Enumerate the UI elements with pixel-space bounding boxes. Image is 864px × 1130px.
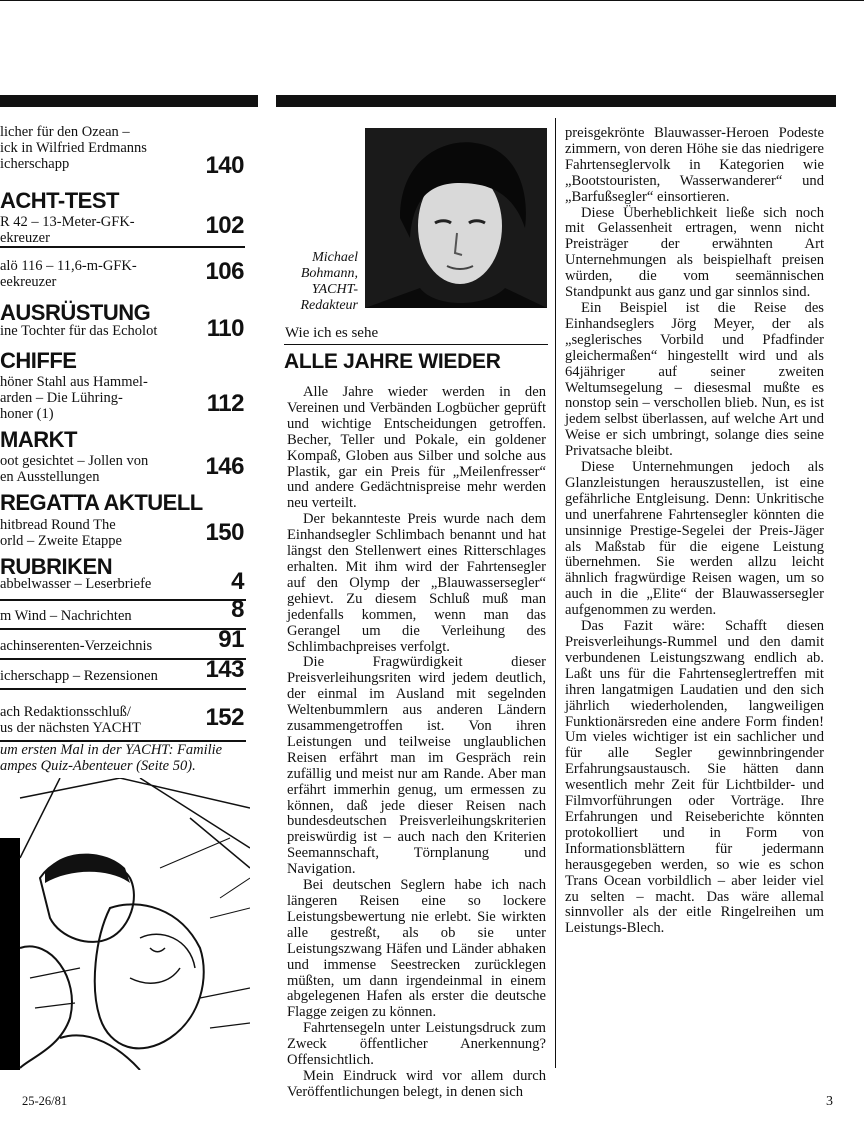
toc-entry[interactable]: [0, 568, 246, 598]
toc-page-number: 110: [206, 315, 244, 342]
toc-page-number: 91: [218, 626, 244, 653]
toc-entry[interactable]: [0, 704, 246, 740]
section-heading: AUSRÜSTUNG: [0, 300, 151, 325]
portrait-caption: Michael Bohmann, YACHT- Redakteur: [300, 250, 358, 313]
label-rule: [284, 344, 548, 345]
toc-entry[interactable]: [0, 258, 246, 292]
article-column-1: [287, 385, 546, 1101]
toc-entry[interactable]: [0, 214, 246, 248]
toc-page-number: 112: [206, 390, 244, 417]
paragraph: Mein Eindruck wird vor allem durch Veröffentlichungen belegt, in denen sich: [287, 1067, 546, 1100]
toc-entry-text: ine Tochter für das Echolot: [0, 323, 158, 339]
toc-page-number: 102: [205, 212, 244, 239]
left-header-bar: [0, 95, 258, 107]
toc-entry-text: ach Redaktionsschluß/ us der nächsten YACHT: [0, 704, 141, 736]
toc-entry-text: alö 116 – 11,6-m-GFK- eekreuzer: [0, 258, 137, 290]
divider: [0, 599, 246, 601]
right-header-bar: [276, 95, 836, 107]
toc-entry-text: oot gesichtet – Jollen von en Ausstellungen: [0, 453, 149, 485]
toc-entry[interactable]: [0, 596, 246, 630]
section-heading: RUBRIKEN: [0, 554, 113, 579]
toc-entry-text: achinserenten-Verzeichnis: [0, 638, 153, 654]
paragraph: Alle Jahre wieder werden in den Vereinen und Verbänden Logbücher geprüft und wichtige Entscheidungen getroffen. Becher, Teller und Pokale, ein goldener Kompaß, Globen aus Silber und solche aus Plastik, gar ein Preis für „Meilenfresser“ und andere Gedächtnispreise mehr werden neu verteilt.: [287, 384, 546, 512]
paragraph: Die Fragwürdigkeit dieser Preisverleihungsriten wird jedem deutlich, der einmal im Ausland mit segelnden Weltenbummlern aus anderen Ländern zusammengetroffen ist. Von ihren Leistungen und teilweise unglaublichen Reisen erfährt man im Gespräch rein zufällig und meist nur am Rande. Aber man erfährt immerhin genug, um ermessen zu können, daß jede dieser Reisen nach bundesdeutschen Preisverleihungskriterien preiswürdig ist – auch nach den Kriterien Seemannschaft, Törnplanung und Navigation.: [287, 654, 546, 878]
paragraph: Diese Unternehmungen jedoch als Glanzleistungen herauszustellen, ist eine gefährliche Entgleisung. Denn: Unkritische und unerfahrene Fahrtensegler könnten die unsinnige Prestige-Segelei der Preis-Jäger als Maßstab für die eigene Leistung übernehmen. Sie werden allzu leicht ähnlich fragwürdige Reisen wagen, um so auch in die „Elite“ der Blauwassersegler aufgenommen zu werden.: [565, 459, 824, 619]
section-heading: ACHT-TEST: [0, 188, 119, 213]
issue-number: 25-26/81: [22, 1094, 68, 1108]
comic-illustration: [0, 778, 250, 1070]
toc-entry[interactable]: [0, 517, 246, 553]
table-of-contents: [0, 118, 250, 778]
toc-entry-text: licher für den Ozean – ick in Wilfried Erdmanns icherschapp: [0, 124, 147, 172]
section-heading: REGATTA AKTUELL: [0, 490, 203, 515]
toc-entry-text: R 42 – 13-Meter-GFK- ekreuzer: [0, 214, 135, 246]
toc-page-number: 8: [231, 596, 244, 623]
promo-caption: um ersten Mal in der YACHT: Familie ampes Quiz-Abenteuer (Seite 50).: [0, 742, 223, 774]
toc-page-number: 150: [205, 519, 244, 546]
toc-page-number: 143: [205, 656, 244, 683]
divider: [0, 688, 246, 690]
author-portrait: [365, 128, 547, 308]
toc-page-number: 106: [205, 258, 244, 285]
toc-entry[interactable]: [0, 124, 246, 180]
toc-entry-text: m Wind – Nachrichten: [0, 608, 132, 624]
toc-page-number: 140: [205, 152, 244, 179]
section-heading: CHIFFE: [0, 348, 77, 373]
section-heading: MARKT: [0, 427, 77, 452]
toc-page-number: 4: [231, 568, 244, 595]
column-divider: [555, 118, 556, 1068]
article-column-2: [565, 126, 824, 937]
paragraph: Fahrtensegeln unter Leistungsdruck zum Zweck öffentlicher Anerkennung? Offensichtlich.: [287, 1020, 546, 1069]
divider: [0, 628, 246, 630]
page-number: 3: [826, 1094, 833, 1109]
toc-page-number: 146: [205, 453, 244, 480]
toc-entry[interactable]: [0, 453, 246, 489]
toc-entry-text: höner Stahl aus Hammel- arden – Die Lühring- honer (1): [0, 374, 148, 422]
divider: [0, 246, 245, 248]
toc-page-number: 152: [205, 704, 244, 731]
column-label: Wie ich es sehe: [285, 325, 379, 341]
toc-entry-text: abbelwasser – Leserbriefe: [0, 576, 152, 592]
toc-entry[interactable]: [0, 315, 246, 347]
headline: ALLE JAHRE WIEDER: [284, 350, 501, 373]
top-edge-rule: [0, 0, 864, 1]
paragraph: Der bekannteste Preis wurde nach dem Einhandsegler Schlimbach benannt und hat längst den Stellenwert eines Ritterschlages erhalten. Mit ihm wird der Fahrtensegler auf den Olymp der „Blauwassersegler“ gehievt. Zu diesem Schluß muß man jedenfalls kommen, wenn man das Gerangel um die Verleihung des Schlimbachpreises verfolgt.: [287, 511, 546, 655]
toc-entry-text: icherschapp – Rezensionen: [0, 668, 158, 684]
paragraph: Ein Beispiel ist die Reise des Einhandseglers Jörg Meyer, der als „seglerisches Vorbild und Pfadfinder gleichermaßen“ hingestellt wird und als 64jähriger auf seiner zweiten Weltumsegelung – diesesmal mußte es nonstop sein – verschollen blieb. Nun, es ist jedem selbst überlassen, auf welche Art und Weise er sich umbringt, solange dies seine Privatsache bleibt.: [565, 299, 824, 460]
paragraph: Das Fazit wäre: Schafft diesen Preisverleihungs-Rummel und den damit verbundenen Leistungszwang endlich ab. Laßt uns für die Fahrtenseglertreffen mit ihren langatmigen Laudatien und den sich jährlich wiederholenden, langweiligen Funktionärsreden eine andere Form finden! Um vieles wichtiger ist ein sachlicher und für alle Segler gewinnbringender Erfahrungsaustausch. Sie hätten dann wesentlich mehr Zeit für Lichtbilder- und Filmvorführungen oder Vorträge. Ihre Erfahrungen und Reiseberichte könnten protokolliert und in Form von Informationsblättern für jedermann herausgegeben werden, so wie es schon Trans Ocean vorbildlich – aber leider viel zu selten – macht. Das wäre allemal sinnvoller als der eitle Ringelreihen um Leistungs-Blech.: [565, 618, 824, 937]
toc-entry[interactable]: [0, 374, 246, 424]
paragraph: preisgekrönte Blauwasser-Heroen Podeste zimmern, von deren Höhe sie das niedrigere Fahrtenseglervolk in Kategorien wie „Bootstouristen, Wasserwanderer“ und „Barfußsegler“ einsortieren.: [565, 125, 824, 205]
paragraph: Bei deutschen Seglern habe ich nach längeren Reisen eine so lockere Leistungsbewertung nie erlebt. Sie wirkten alle gestreßt, als ob sie unter Leistungszwang Häfen und Länder abhaken und immense Seestrecken zurücklegen müßten, um dann irgendeinmal in einem abgelegenen Hafen als erster die deutsche Flagge zeigen zu können.: [287, 877, 546, 1021]
toc-entry-text: hitbread Round The orld – Zweite Etappe: [0, 517, 122, 549]
paragraph: Diese Überheblichkeit ließe sich noch mit Gelassenheit ertragen, wenn nicht Preisträger der erwähnten Art Unternehmungen als beispielhaft preisen würden, die vom seemännischen Standpunkt aus ganz und gar sinnlos sind.: [565, 204, 824, 301]
toc-entry[interactable]: [0, 656, 246, 690]
